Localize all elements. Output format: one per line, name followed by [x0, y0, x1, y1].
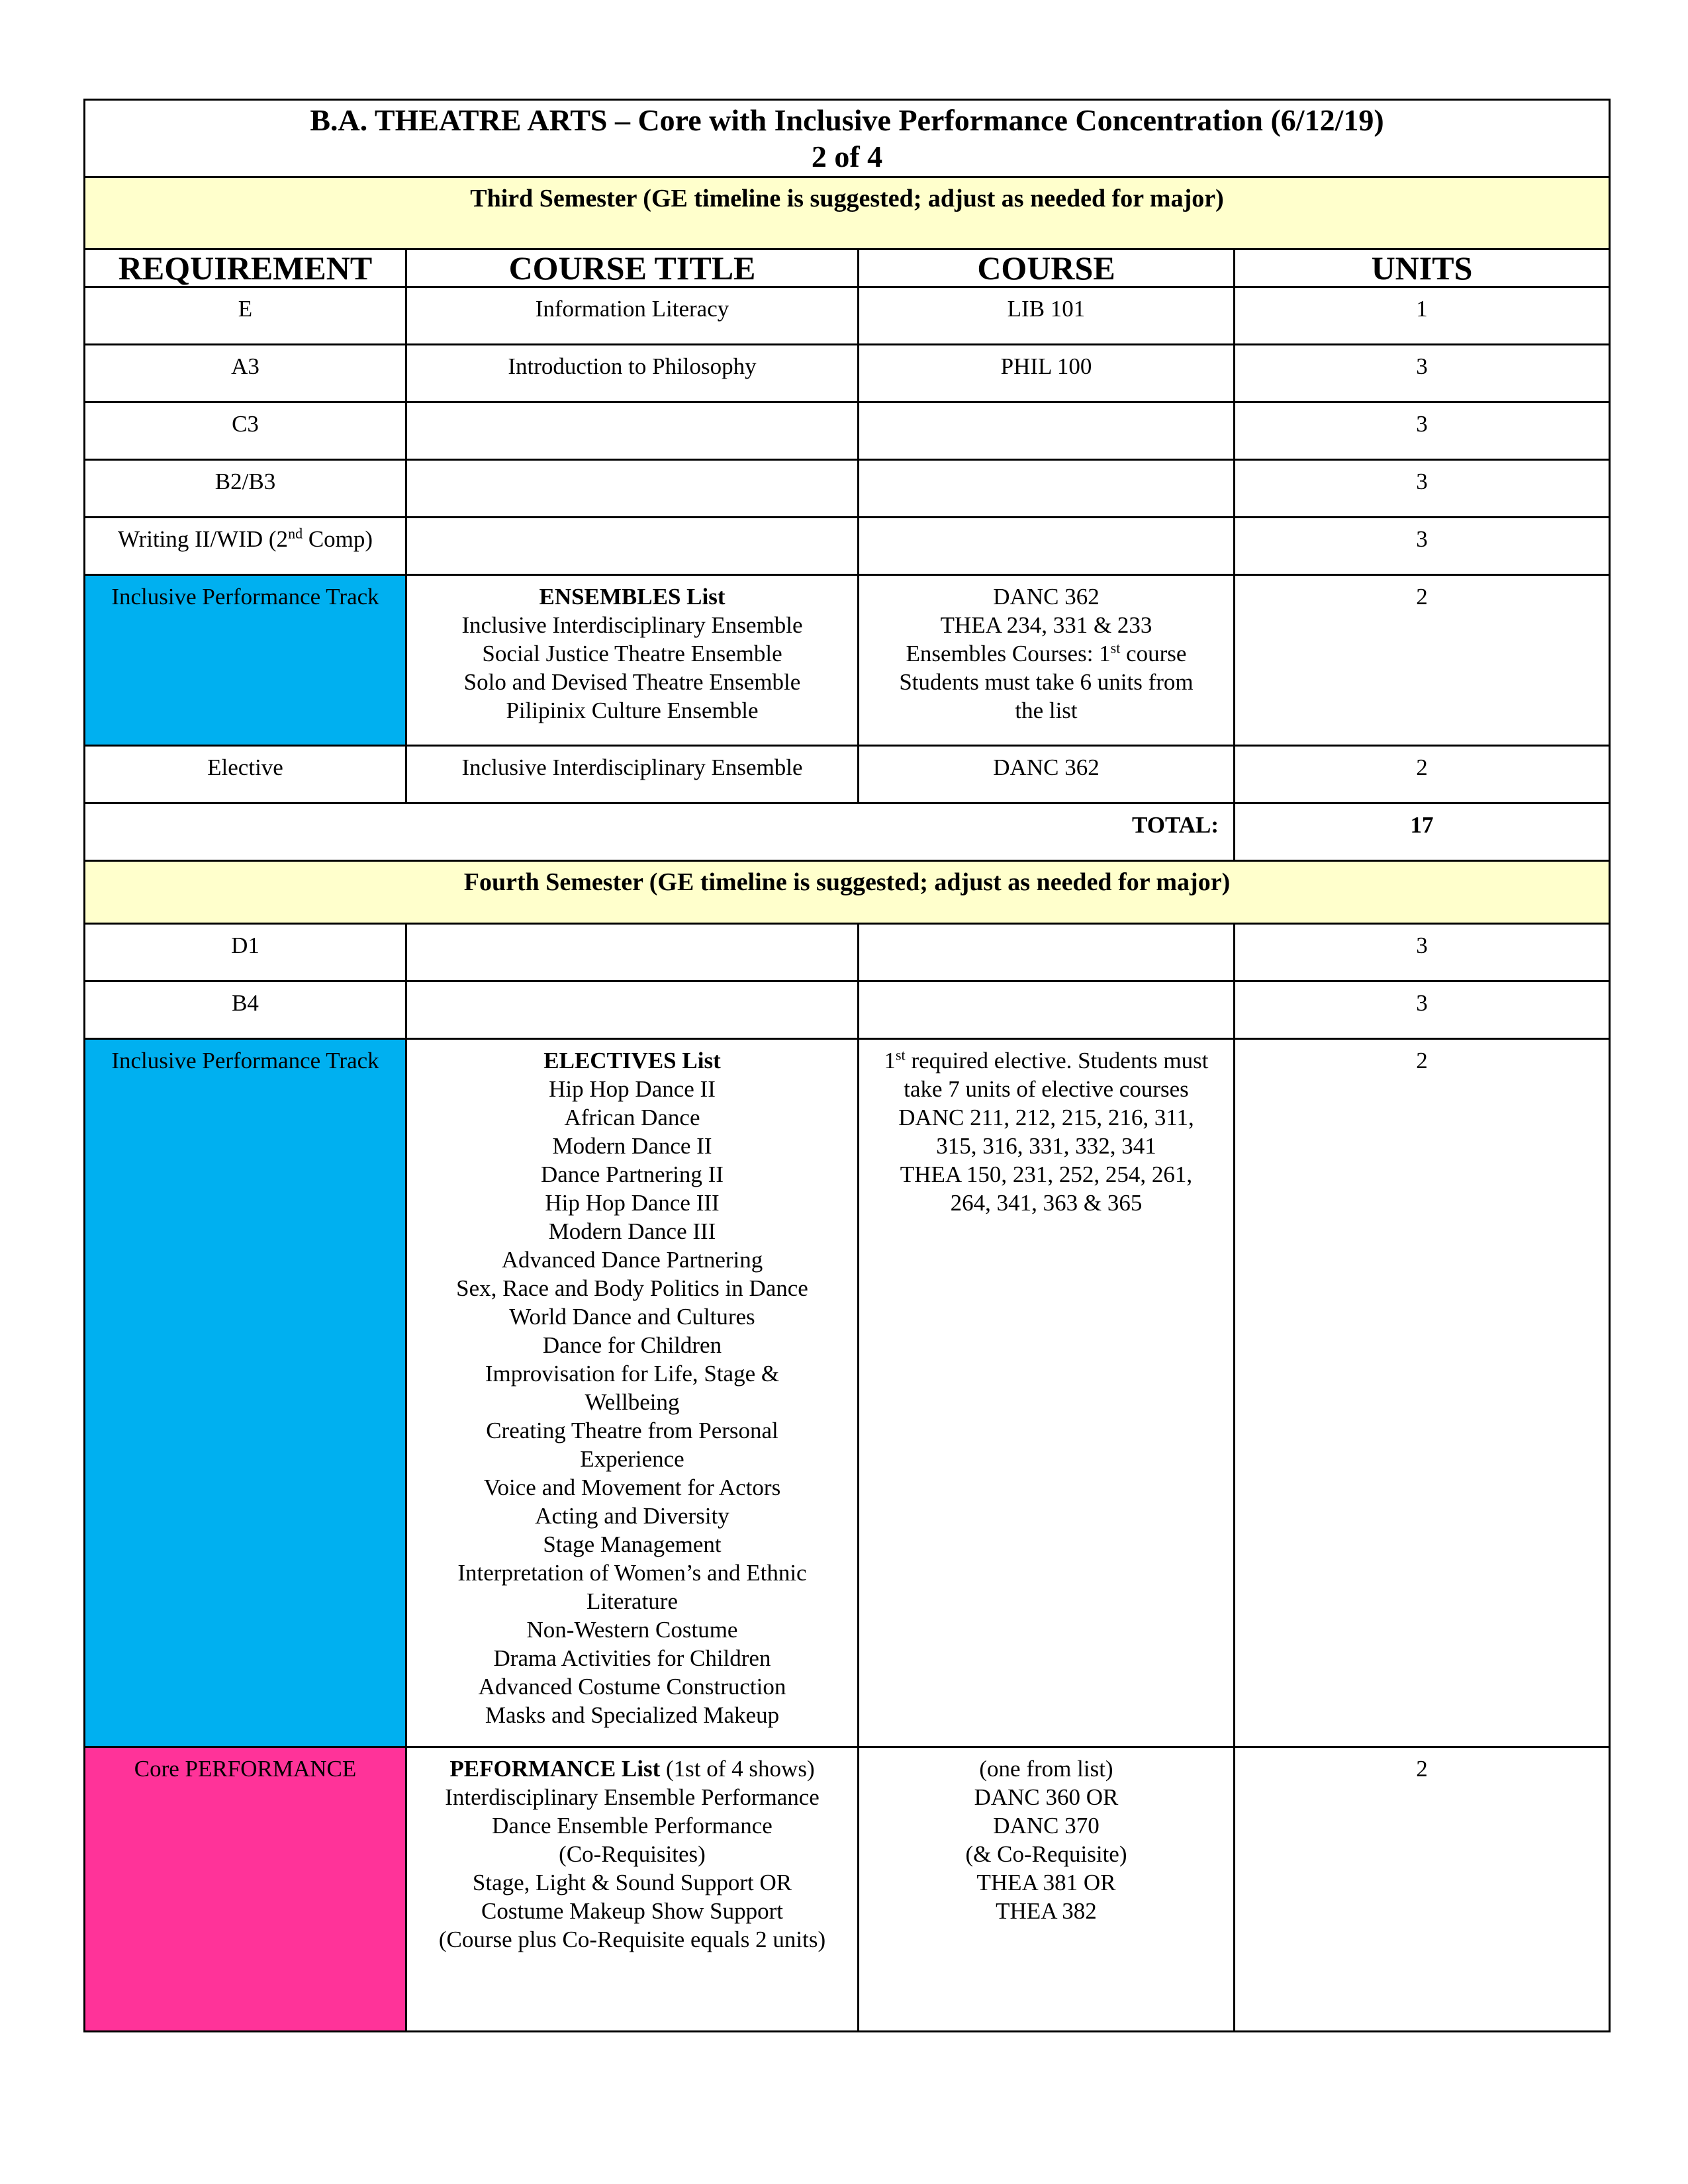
header-course: COURSE [859, 250, 1235, 287]
course-text-suffix: course [1120, 641, 1187, 666]
units-cell: 3 [1235, 345, 1610, 402]
course-text-suffix: required elective. Students must [905, 1048, 1209, 1073]
units-cell: 3 [1235, 924, 1610, 981]
list-item: Dance for Children [542, 1332, 722, 1358]
req-text-suffix: Comp) [303, 526, 373, 552]
document-title [85, 100, 1610, 177]
course-cell [859, 460, 1235, 518]
course-line: Students must take 6 units from [899, 669, 1194, 695]
header-units: UNITS [1235, 250, 1610, 287]
course-line: THEA 150, 231, 252, 254, 261, [900, 1161, 1193, 1187]
performance-list-title: PEFORMANCE List [449, 1756, 661, 1782]
column-headers [85, 250, 1610, 287]
requirement-cell: B2/B3 [85, 460, 406, 518]
course-text: 1 [884, 1048, 896, 1073]
course-line [859, 1046, 1233, 1075]
course-superscript: st [896, 1046, 906, 1064]
performance-list-suffix: (1st of 4 shows) [660, 1756, 815, 1782]
requirement-cell-track: Inclusive Performance Track [85, 1039, 406, 1747]
table-row-electives [85, 1039, 1610, 1747]
requirement-cell-track: Inclusive Performance Track [85, 575, 406, 746]
performance-list-heading [407, 1754, 857, 1783]
header-requirement: REQUIREMENT [85, 250, 406, 287]
units-cell: 2 [1235, 1747, 1610, 2032]
list-item: Interpretation of Women’s and Ethnic [457, 1560, 807, 1586]
total-label: TOTAL: [85, 803, 1235, 861]
requirement-cell: E [85, 287, 406, 345]
list-item: Modern Dance II [552, 1133, 712, 1159]
table-row [85, 924, 1610, 981]
course-line: take 7 units of elective courses [904, 1076, 1189, 1102]
course-line: (& Co-Requisite) [965, 1841, 1127, 1867]
list-item: Creating Theatre from Personal [486, 1418, 778, 1443]
total-row [85, 803, 1610, 861]
list-item: Modern Dance III [548, 1218, 716, 1244]
title-line-2: 2 of 4 [811, 140, 883, 173]
table-row-performance [85, 1747, 1610, 2032]
units-cell: 2 [1235, 575, 1610, 746]
requirement-cell-performance: Core PERFORMANCE [85, 1747, 406, 2032]
list-item: Acting and Diversity [535, 1503, 729, 1529]
course-superscript: st [1110, 639, 1121, 657]
req-superscript: nd [288, 525, 303, 542]
course-line: DANC 370 [993, 1813, 1100, 1839]
course-line: DANC 360 OR [974, 1784, 1119, 1810]
list-item: Inclusive Interdisciplinary Ensemble [461, 612, 803, 638]
list-item: Drama Activities for Children [493, 1645, 771, 1671]
list-item: (Co-Requisites) [559, 1841, 706, 1867]
performance-list-cell [406, 1747, 859, 2032]
table-row [85, 981, 1610, 1039]
course-line: THEA 381 OR [976, 1870, 1116, 1895]
list-item: Costume Makeup Show Support [481, 1898, 783, 1924]
electives-course-cell [859, 1039, 1235, 1747]
list-item: Advanced Dance Partnering [501, 1247, 763, 1273]
table-row-ensembles [85, 575, 1610, 746]
list-item: Hip Hop Dance II [549, 1076, 716, 1102]
electives-list-title: ELECTIVES List [543, 1048, 721, 1073]
list-item: Masks and Specialized Makeup [485, 1702, 780, 1728]
req-text: Writing II/WID (2 [117, 526, 289, 552]
ensembles-list-cell [406, 575, 859, 746]
list-item: Dance Partnering II [541, 1161, 724, 1187]
course-title-cell [406, 981, 859, 1039]
course-line [859, 639, 1233, 668]
list-item: Experience [580, 1446, 684, 1472]
table-row-elective [85, 746, 1610, 803]
table-row [85, 518, 1610, 575]
ensembles-list-title: ENSEMBLES List [539, 584, 726, 610]
course-cell: LIB 101 [859, 287, 1235, 345]
course-title-cell: Information Literacy [406, 287, 859, 345]
course-cell [859, 981, 1235, 1039]
list-item: Interdisciplinary Ensemble Performance [445, 1784, 820, 1810]
requirement-cell [85, 518, 406, 575]
ensembles-course-cell [859, 575, 1235, 746]
third-semester-heading: Third Semester (GE timeline is suggested; adjust as needed for major) [85, 177, 1610, 250]
header-course-title: COURSE TITLE [406, 250, 859, 287]
course-cell: DANC 362 [859, 746, 1235, 803]
course-plan-table [83, 99, 1611, 2032]
program-sheet [83, 99, 1609, 2032]
units-cell: 3 [1235, 981, 1610, 1039]
list-item: Solo and Devised Theatre Ensemble [463, 669, 801, 695]
title-line-1: B.A. THEATRE ARTS – Core with Inclusive Performance Concentration (6/12/19) [310, 103, 1384, 137]
units-cell: 1 [1235, 287, 1610, 345]
course-cell: PHIL 100 [859, 345, 1235, 402]
list-item: Sex, Race and Body Politics in Dance [456, 1275, 808, 1301]
list-item: Pilipinix Culture Ensemble [506, 698, 759, 723]
course-title-cell [406, 460, 859, 518]
list-item: Social Justice Theatre Ensemble [482, 641, 782, 666]
course-title-cell [406, 402, 859, 460]
course-line: 264, 341, 363 & 365 [950, 1190, 1143, 1216]
list-item: (Course plus Co-Requisite equals 2 units) [438, 1927, 826, 1952]
electives-list-cell [406, 1039, 859, 1747]
course-line: the list [1015, 698, 1078, 723]
course-title-cell [406, 924, 859, 981]
course-title-cell: Inclusive Interdisciplinary Ensemble [406, 746, 859, 803]
table-row [85, 402, 1610, 460]
list-item: Improvisation for Life, Stage & [485, 1361, 780, 1387]
course-cell [859, 924, 1235, 981]
units-cell: 2 [1235, 746, 1610, 803]
requirement-cell: Elective [85, 746, 406, 803]
fourth-semester-heading: Fourth Semester (GE timeline is suggested; adjust as needed for major) [85, 861, 1610, 924]
course-line: 315, 316, 331, 332, 341 [936, 1133, 1156, 1159]
list-item: Advanced Costume Construction [478, 1674, 786, 1700]
list-item: Stage Management [543, 1531, 722, 1557]
requirement-cell: C3 [85, 402, 406, 460]
list-item: African Dance [564, 1105, 700, 1130]
total-value: 17 [1235, 803, 1610, 861]
performance-course-cell [859, 1747, 1235, 2032]
course-line: DANC 362 [993, 584, 1100, 610]
list-item: Non-Western Costume [526, 1617, 738, 1643]
list-item: Hip Hop Dance III [545, 1190, 720, 1216]
table-row [85, 460, 1610, 518]
requirement-cell: D1 [85, 924, 406, 981]
course-title-cell: Introduction to Philosophy [406, 345, 859, 402]
requirement-cell: A3 [85, 345, 406, 402]
list-item: Literature [586, 1588, 678, 1614]
list-item: Voice and Movement for Actors [483, 1475, 781, 1500]
list-item: World Dance and Cultures [509, 1304, 755, 1330]
course-line: THEA 382 [996, 1898, 1097, 1924]
course-cell [859, 518, 1235, 575]
course-line: THEA 234, 331 & 233 [940, 612, 1152, 638]
units-cell: 2 [1235, 1039, 1610, 1747]
course-line: DANC 211, 212, 215, 216, 311, [898, 1105, 1194, 1130]
table-row [85, 287, 1610, 345]
course-cell [859, 402, 1235, 460]
units-cell: 3 [1235, 402, 1610, 460]
course-title-cell [406, 518, 859, 575]
units-cell: 3 [1235, 460, 1610, 518]
list-item: Dance Ensemble Performance [492, 1813, 773, 1839]
list-item: Wellbeing [585, 1389, 680, 1415]
list-item: Stage, Light & Sound Support OR [472, 1870, 792, 1895]
requirement-cell: B4 [85, 981, 406, 1039]
course-text: Ensembles Courses: 1 [906, 641, 1111, 666]
course-line: (one from list) [979, 1756, 1113, 1782]
units-cell: 3 [1235, 518, 1610, 575]
table-row [85, 345, 1610, 402]
